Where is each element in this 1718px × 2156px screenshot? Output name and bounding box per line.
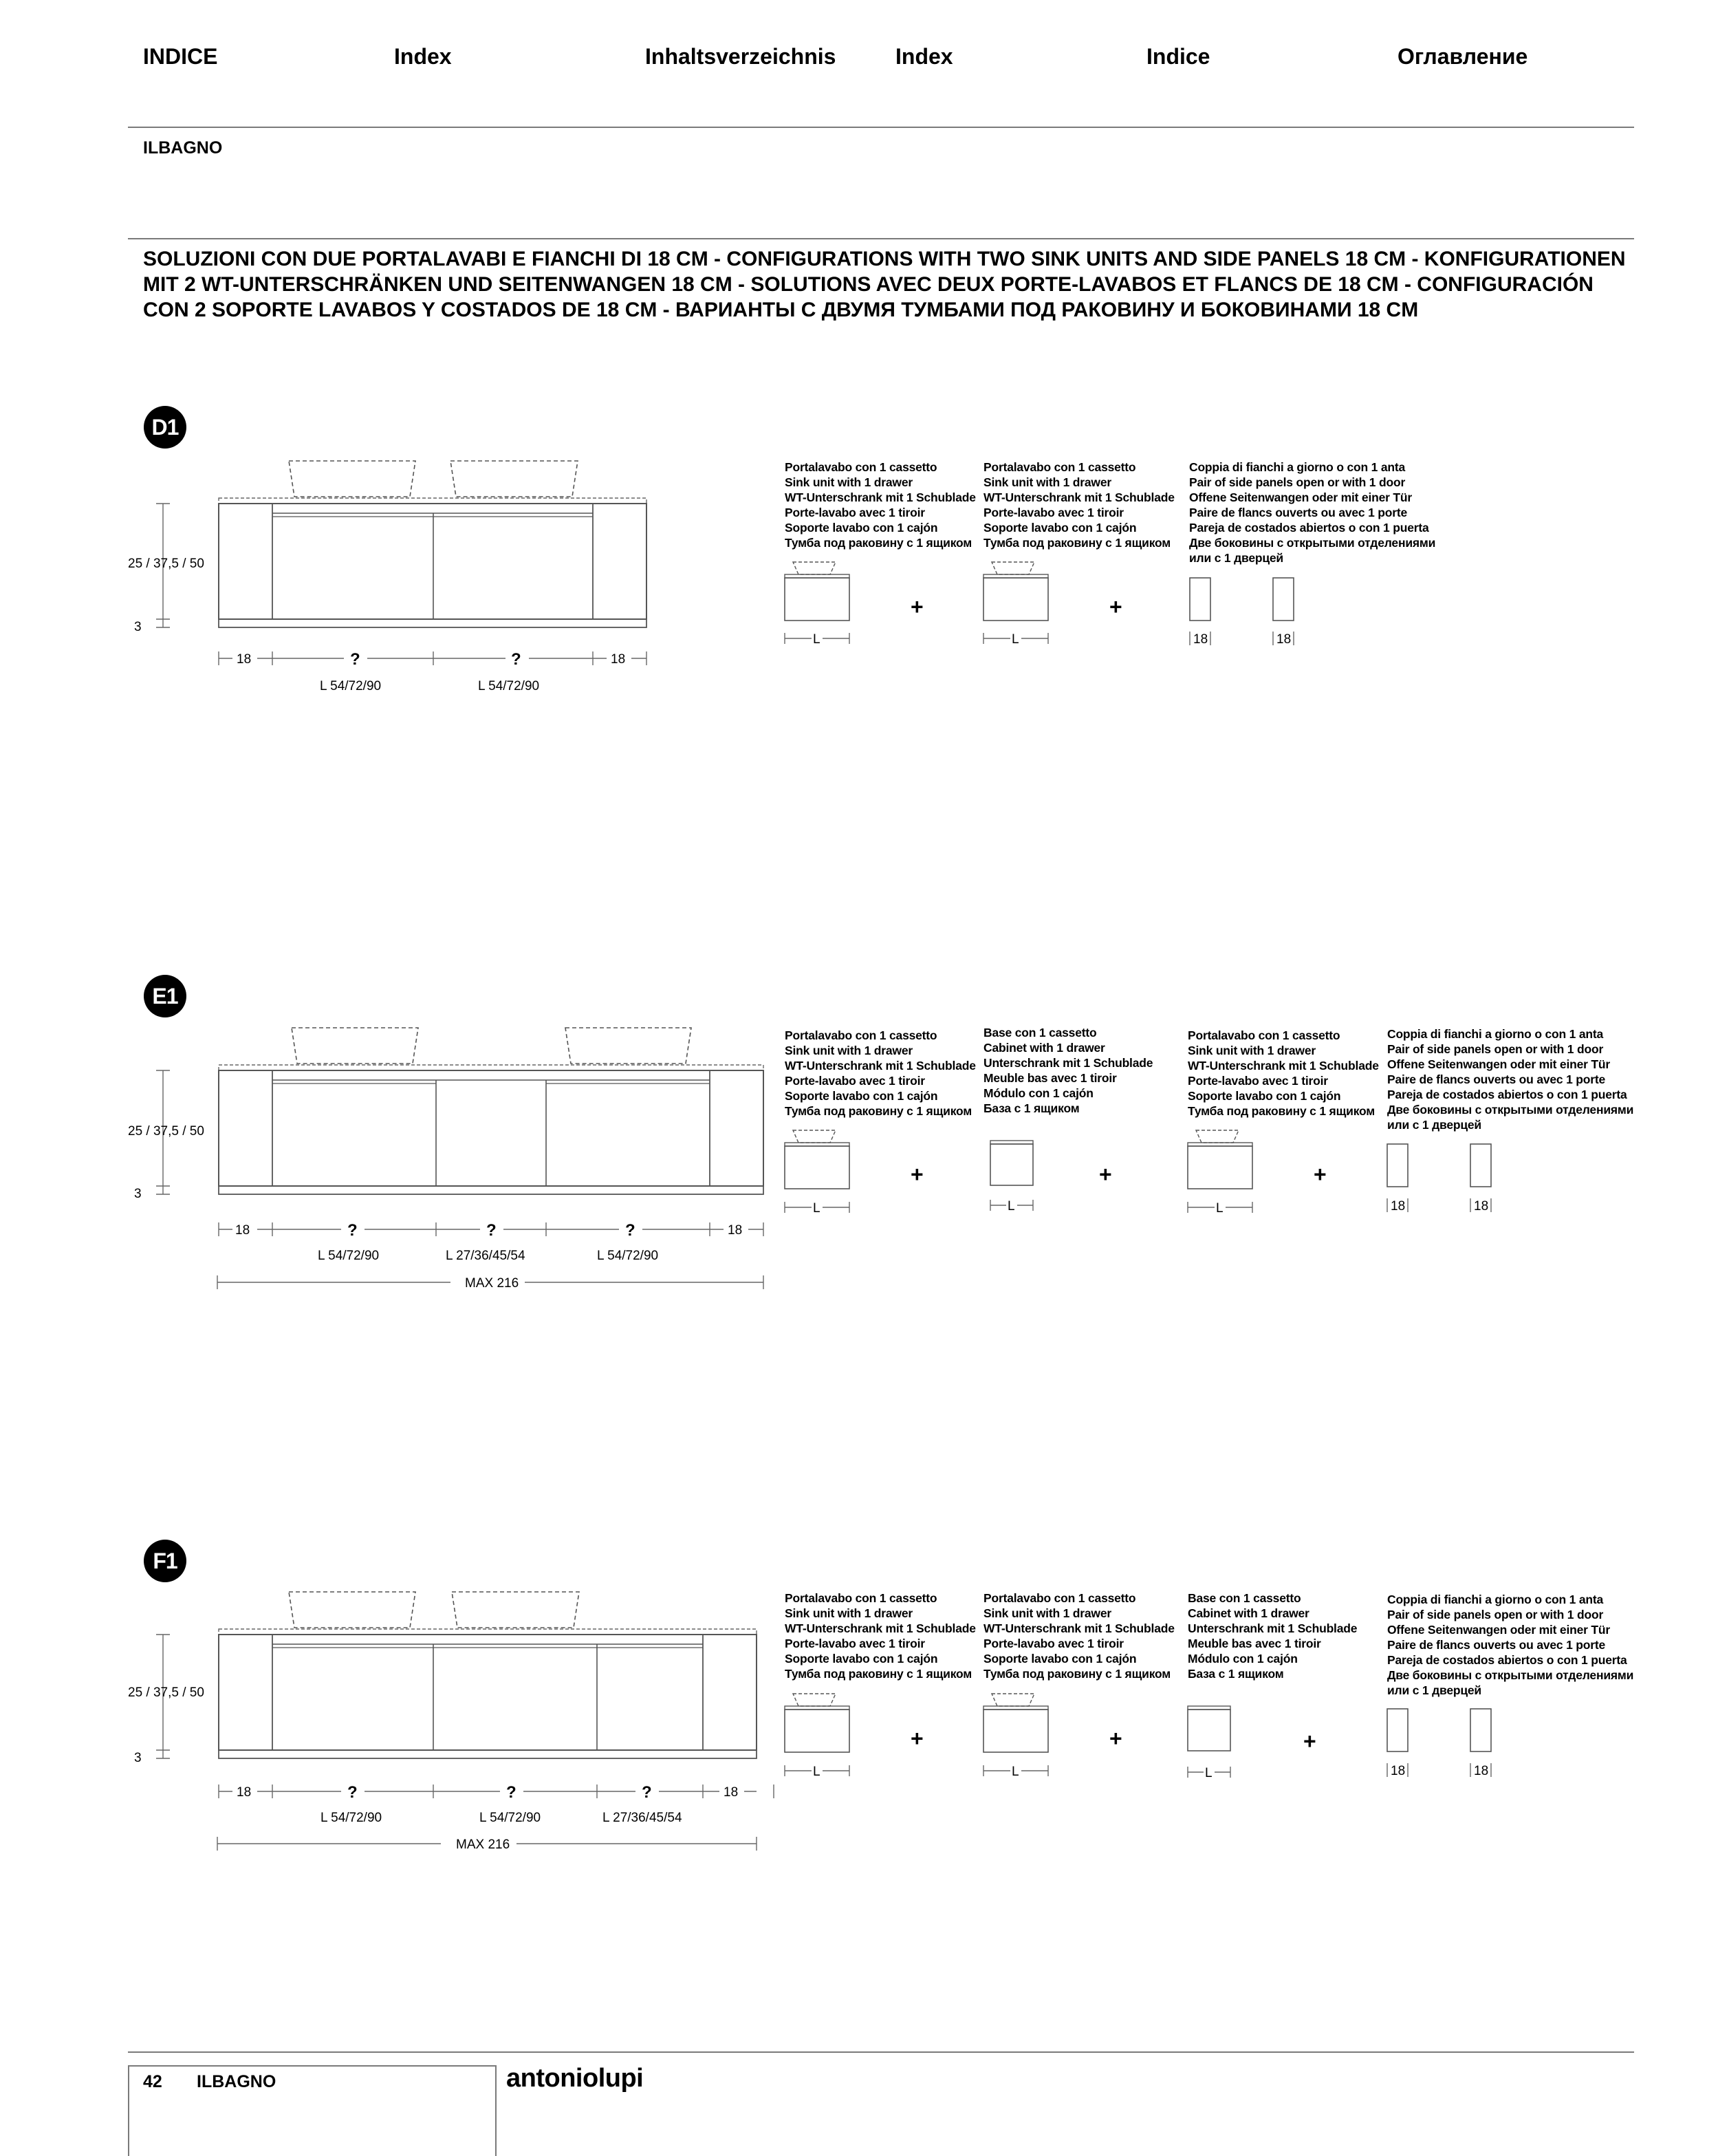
desc-f1-sink-1: Portalavabo con 1 cassetto Sink unit with 1 drawer WT-Unterschrank mit 1 Schublade Porte-lavabo avec 1 tiroir Soporte lavabo con 1 cajón Тумба под раковину с 1 ящиком bbox=[785, 1591, 976, 1681]
d1-panel-dim-2: 18 bbox=[1276, 632, 1292, 647]
header-tab-inhaltsverzeichnis: Inhaltsverzeichnis bbox=[645, 44, 836, 69]
d1-panel-dim-1: 18 bbox=[1193, 632, 1208, 647]
e1-L-1: L bbox=[813, 1201, 820, 1216]
f1-L-2: L bbox=[1012, 1765, 1019, 1779]
e1-width-1: L 54/72/90 bbox=[318, 1249, 380, 1263]
f1-width-3: L 27/36/45/54 bbox=[602, 1811, 682, 1825]
config-badge-d1: D1 bbox=[144, 406, 186, 449]
f1-width-2: L 54/72/90 bbox=[479, 1811, 541, 1825]
drawing-e1 bbox=[128, 1028, 1491, 1291]
config-badge-e1: E1 bbox=[144, 975, 186, 1017]
e1-height-label: 25 / 37,5 / 50 bbox=[128, 1124, 204, 1139]
e1-width-2: L 27/36/45/54 bbox=[446, 1249, 525, 1263]
header-tab-indice: INDICE bbox=[143, 44, 218, 69]
f1-q1: ? bbox=[347, 1783, 358, 1802]
d1-side-left: 18 bbox=[237, 652, 252, 667]
e1-side-right: 18 bbox=[728, 1223, 743, 1238]
f1-width-1: L 54/72/90 bbox=[320, 1811, 382, 1825]
f1-max: MAX 216 bbox=[456, 1837, 510, 1852]
desc-d1-sink-1: Portalavabo con 1 cassetto Sink unit with 1 drawer WT-Unterschrank mit 1 Schublade Porte-lavabo avec 1 tiroir Soporte lavabo con 1 cajón Тумба под раковину с 1 ящиком bbox=[785, 460, 976, 550]
header-tab-index-fr: Index bbox=[895, 44, 953, 69]
desc-e1-sink-1: Portalavabo con 1 cassetto Sink unit with 1 drawer WT-Unterschrank mit 1 Schublade Porte-lavabo avec 1 tiroir Soporte lavabo con 1 cajón Тумба под раковину с 1 ящиком bbox=[785, 1028, 976, 1118]
desc-e1-sink-2: Portalavabo con 1 cassetto Sink unit with 1 drawer WT-Unterschrank mit 1 Schublade Porte-lavabo avec 1 tiroir Soporte lavabo con 1 cajón Тумба под раковину с 1 ящиком bbox=[1188, 1028, 1379, 1118]
f1-panel-dim-2: 18 bbox=[1474, 1764, 1489, 1778]
e1-panel-dim-1: 18 bbox=[1391, 1199, 1406, 1214]
d1-base-label: 3 bbox=[134, 620, 142, 634]
d1-L-1: L bbox=[813, 632, 820, 647]
desc-e1-panels: Coppia di fianchi a giorno o con 1 anta Pair of side panels open or with 1 door Offene Seitenwangen oder mit einer Tür Paire de flancs ouverts ou avec 1 porte Pareja de costados abiertos o con 1 puerta Две боковины с открытыми отделениями или с 1 дверцей bbox=[1387, 1027, 1634, 1132]
footer-collection: ILBAGNO bbox=[197, 2072, 276, 2091]
f1-height-label: 25 / 37,5 / 50 bbox=[128, 1685, 204, 1700]
desc-d1-panels: Coppia di fianchi a giorno o con 1 anta Pair of side panels open or with 1 door Offene Seitenwangen oder mit einer Tür Paire de flancs ouverts ou avec 1 porte Pareja de costados abiertos o con 1 puerta Две боковины с открытыми отделениями или с 1 дверцей bbox=[1189, 460, 1436, 565]
e1-base-label: 3 bbox=[134, 1187, 142, 1201]
desc-f1-sink-2: Portalavabo con 1 cassetto Sink unit with 1 drawer WT-Unterschrank mit 1 Schublade Porte-lavabo avec 1 tiroir Soporte lavabo con 1 cajón Тумба под раковину с 1 ящиком bbox=[983, 1591, 1175, 1681]
d1-q2: ? bbox=[511, 650, 521, 669]
desc-f1-panels: Coppia di fianchi a giorno o con 1 anta Pair of side panels open or with 1 door Offene Seitenwangen oder mit einer Tür Paire de flancs ouverts ou avec 1 porte Pareja de costados abiertos o con 1 puerta Две боковины с открытыми отделениями или с 1 дверцей bbox=[1387, 1593, 1634, 1697]
e1-q1: ? bbox=[347, 1221, 358, 1240]
title-line-2: MIT 2 WT-UNTERSCHRÄNKEN UND SEITENWANGEN 18 CM - SOLUTIONS AVEC DEUX PORTE-LAVABOS ET FLANCS DE 18 CM - CONFIGURACIÓN bbox=[143, 273, 1594, 296]
footer-box bbox=[128, 2065, 497, 2156]
f1-side-right: 18 bbox=[724, 1785, 739, 1800]
e1-side-left: 18 bbox=[235, 1223, 250, 1238]
header-tab-indice-es: Indice bbox=[1146, 44, 1210, 69]
drawing-d1 bbox=[128, 461, 1294, 693]
d1-side-right: 18 bbox=[611, 652, 626, 667]
drawing-f1 bbox=[128, 1592, 1491, 1852]
header-tab-oglavlenie: Оглавление bbox=[1398, 44, 1528, 69]
config-badge-f1: F1 bbox=[144, 1540, 186, 1582]
d1-width-2: L 54/72/90 bbox=[478, 679, 540, 693]
f1-plus-1: + bbox=[911, 1726, 924, 1751]
e1-q3: ? bbox=[625, 1221, 635, 1240]
f1-side-left: 18 bbox=[237, 1785, 252, 1800]
brand-logo: antoniolupi bbox=[506, 2064, 644, 2093]
collection-label: ILBAGNO bbox=[143, 138, 223, 158]
footer-divider bbox=[128, 2051, 1634, 2053]
e1-max: MAX 216 bbox=[465, 1276, 519, 1291]
title-line-3: CON 2 SOPORTE LAVABOS Y COSTADOS DE 18 CM - ВАРИАНТЫ С ДВУМЯ ТУМБАМИ ПОД РАКОВИНУ И БОКОВИНАМИ 18 CM bbox=[143, 299, 1419, 321]
e1-plus-3: + bbox=[1314, 1162, 1327, 1187]
e1-L-3: L bbox=[1216, 1201, 1224, 1216]
page-number: 42 bbox=[143, 2072, 162, 2091]
e1-panel-dim-2: 18 bbox=[1474, 1199, 1489, 1214]
d1-q1: ? bbox=[350, 650, 360, 669]
f1-base-label: 3 bbox=[134, 1751, 142, 1765]
f1-q2: ? bbox=[506, 1783, 517, 1802]
d1-height-label: 25 / 37,5 / 50 bbox=[128, 557, 204, 571]
d1-width-1: L 54/72/90 bbox=[320, 679, 382, 693]
title-line-1: SOLUZIONI CON DUE PORTALAVABI E FIANCHI DI 18 CM - CONFIGURATIONS WITH TWO SINK UNITS AND SIDE PANELS 18 CM - KONFIGURATIONEN bbox=[143, 248, 1626, 270]
desc-f1-base: Base con 1 cassetto Cabinet with 1 drawer Unterschrank mit 1 Schublade Meuble bas avec 1 tiroir Módulo con 1 cajón База с 1 ящиком bbox=[1188, 1591, 1358, 1681]
f1-plus-2: + bbox=[1109, 1726, 1122, 1751]
e1-q2: ? bbox=[486, 1221, 497, 1240]
f1-L-1: L bbox=[813, 1765, 820, 1779]
f1-panel-dim-1: 18 bbox=[1391, 1764, 1406, 1778]
d1-L-2: L bbox=[1012, 632, 1019, 647]
f1-plus-3: + bbox=[1303, 1729, 1316, 1754]
e1-plus-1: + bbox=[911, 1162, 924, 1187]
e1-plus-2: + bbox=[1099, 1162, 1112, 1187]
d1-plus-1: + bbox=[911, 594, 924, 619]
desc-e1-base: Base con 1 cassetto Cabinet with 1 drawer Unterschrank mit 1 Schublade Meuble bas avec 1 tiroir Módulo con 1 cajón База с 1 ящиком bbox=[983, 1026, 1153, 1115]
f1-L-3: L bbox=[1205, 1766, 1213, 1780]
e1-L-2: L bbox=[1008, 1199, 1015, 1214]
header-tab-index-en: Index bbox=[394, 44, 452, 69]
desc-d1-sink-2: Portalavabo con 1 cassetto Sink unit with 1 drawer WT-Unterschrank mit 1 Schublade Porte-lavabo avec 1 tiroir Soporte lavabo con 1 cajón Тумба под раковину с 1 ящиком bbox=[983, 460, 1175, 550]
d1-plus-2: + bbox=[1109, 594, 1122, 619]
e1-width-3: L 54/72/90 bbox=[597, 1249, 659, 1263]
f1-q3: ? bbox=[642, 1783, 652, 1802]
